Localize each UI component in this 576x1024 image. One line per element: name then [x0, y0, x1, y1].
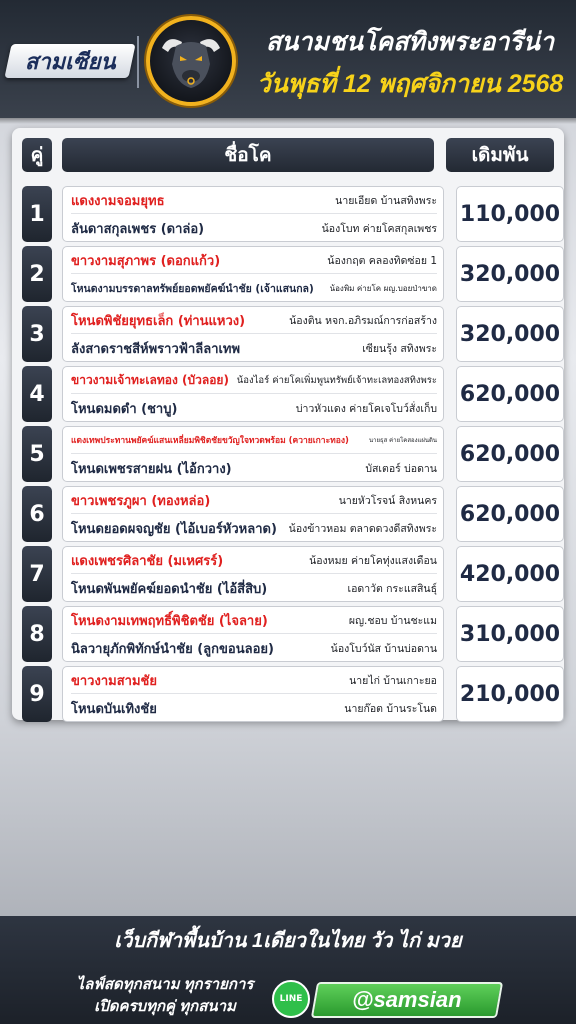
table-row	[22, 486, 561, 542]
bet-amount: 210,000	[456, 666, 564, 722]
red-corner	[71, 607, 437, 634]
red-owner: น้องหมย ค่ายโคทุ่งแสงเดือน	[309, 554, 437, 567]
blue-owner: บัสเตอร์ บ่อดาน	[365, 463, 437, 475]
table-row	[22, 426, 561, 482]
table-row	[22, 246, 561, 302]
red-corner	[71, 487, 437, 514]
pair-number: 9	[22, 666, 52, 722]
table-row	[22, 666, 561, 722]
red-bull-name: โหนดพิชัยยุทธเล็ก (ท่านแหวง)	[71, 313, 246, 329]
red-corner	[71, 427, 437, 454]
red-bull-name: โหนดงามเทพฤทธิ์พิชิตชัย (ไจลาย)	[71, 613, 268, 629]
match-table	[12, 128, 564, 720]
page-title: สนามชนโคสทิงพระอารีน่า	[266, 28, 554, 56]
footer	[0, 916, 576, 1024]
pair-number: 4	[22, 366, 52, 422]
blue-bull-name: ลังสาดราชสีห์พราวฟ้าลีลาเทพ	[71, 342, 241, 357]
line-id-button[interactable]	[311, 982, 503, 1018]
line-icon-label: LINE	[279, 994, 303, 1004]
event-date: วันพุธที่ 12 พฤศจิกายน 2568	[256, 70, 564, 98]
red-owner: นายหัวโรจน์ สิงหนคร	[338, 494, 437, 507]
table-row	[22, 546, 561, 602]
blue-bull-name: โหนดพันพยัคฆ์ยอดนำชัย (ไอ้สี่สิบ)	[71, 582, 268, 597]
bet-amount: 320,000	[456, 246, 564, 302]
blue-bull-name: ลันดาสกุลเพชร (ดาล่อ)	[71, 222, 205, 237]
matchup-cell	[62, 606, 444, 662]
red-corner	[71, 247, 437, 274]
blue-bull-name: นิลวายุภักพิทักษ์นำชัย (ลูกขอนลอย)	[71, 642, 274, 657]
header	[0, 0, 576, 118]
bet-amount: 420,000	[456, 546, 564, 602]
table-row	[22, 306, 561, 362]
red-bull-name: แดงงามจอมยุทธ	[71, 193, 165, 209]
red-bull-name: แดงเพชรศิลาชัย (มเหศรร์)	[71, 553, 224, 569]
blue-owner: เอดาวัต กระแสสินธุ์	[347, 583, 437, 595]
red-bull-name: ขาวงามสุภาพร (ดอกแก้ว)	[71, 253, 221, 269]
blue-corner	[71, 395, 437, 422]
red-bull-name: ขาวเพชรภูผา (ทองหล่อ)	[71, 493, 211, 509]
bet-amount: 620,000	[456, 486, 564, 542]
brand-name: สามเซียน	[24, 48, 116, 74]
blue-owner: น้องโบว์นัส บ้านบ่อดาน	[330, 643, 437, 655]
blue-corner	[71, 515, 437, 542]
footer-line-1: ไลฟ์สดทุกสนาม ทุกรายการ	[76, 976, 254, 993]
table-row	[22, 606, 561, 662]
pair-number: 3	[22, 306, 52, 362]
blue-owner: นายก๊อต บ้านระโนด	[344, 703, 437, 715]
header-divider	[137, 36, 139, 88]
pair-number: 2	[22, 246, 52, 302]
blue-bull-name: โหนดเพชรสายฝน (ไอ้กวาง)	[71, 462, 232, 477]
red-owner: น้องไอร์ ค่ายโคเพิ่มพูนทรัพย์เจ้าทะเลทองสทิงพระ	[236, 374, 437, 386]
pair-number: 7	[22, 546, 52, 602]
blue-corner	[71, 455, 437, 482]
pair-number: 1	[22, 186, 52, 242]
red-owner: นายเอียด บ้านสทิงพระ	[335, 194, 437, 207]
bet-amount: 620,000	[456, 426, 564, 482]
matchup-cell	[62, 306, 444, 362]
red-corner	[71, 667, 437, 694]
blue-owner: บ่าวหัวแดง ค่ายโคเจโบว์สั่งเก็บ	[295, 403, 437, 415]
matchup-cell	[62, 666, 444, 722]
column-header-pair: คู่	[22, 138, 52, 172]
bet-amount: 310,000	[456, 606, 564, 662]
blue-corner	[71, 695, 437, 722]
bull-logo-icon	[146, 16, 236, 106]
column-header-name: ชื่อโค	[62, 138, 434, 172]
matchup-cell	[62, 246, 444, 302]
column-header-bet: เดิมพัน	[446, 138, 554, 172]
blue-owner: น้องโบท ค่ายโคสกุลเพชร	[321, 223, 437, 235]
blue-corner	[71, 575, 437, 602]
line-id-label: @samsian	[352, 987, 462, 1012]
blue-corner	[71, 215, 437, 242]
blue-owner: เซียนรุ้ง สทิงพระ	[362, 343, 437, 355]
brand-logo	[4, 44, 135, 78]
red-corner	[71, 187, 437, 214]
blue-bull-name: โหนดมดดำ (ชาบู)	[71, 402, 178, 417]
matchup-cell	[62, 186, 444, 242]
red-owner: นายไก่ บ้านเกาะยอ	[349, 674, 437, 687]
red-owner: ผญ.ชอบ บ้านชะแม	[348, 614, 437, 627]
blue-bull-name: โหนดบันเทิงชัย	[71, 702, 157, 717]
blue-bull-name: โหนดงามบรรดาลทรัพย์ยอดพยัคฆ์นำชัย (เจ้าแสนกล)	[71, 283, 314, 295]
table-row	[22, 186, 561, 242]
footer-line-2: เปิดครบทุกคู่ ทุกสนาม	[94, 998, 236, 1015]
matchup-cell	[62, 546, 444, 602]
blue-corner	[71, 635, 437, 662]
blue-bull-name: โหนดยอดผจญชัย (ไอ้เบอร์หัวหลาด)	[71, 522, 277, 537]
red-owner: น้องติน หจก.อภิรมณ์การก่อสร้าง	[289, 314, 437, 327]
bet-amount: 320,000	[456, 306, 564, 362]
blue-owner: น้องพิม ค่ายโค ผญ.บอยป่าขาด	[329, 284, 437, 293]
matchup-cell	[62, 366, 444, 422]
matchup-cell	[62, 486, 444, 542]
line-app-icon[interactable]	[272, 980, 310, 1018]
red-bull-name: ขาวงามสามชัย	[71, 673, 157, 689]
red-owner: น้องกฤต คลองทิดซ่อย 1	[327, 254, 437, 267]
blue-owner: น้องข้าวหอม ตลาดดวงดีสทิงพระ	[288, 523, 437, 535]
pair-number: 5	[22, 426, 52, 482]
blue-corner	[71, 335, 437, 362]
red-corner	[71, 307, 437, 334]
matchup-cell	[62, 426, 444, 482]
bet-amount: 620,000	[456, 366, 564, 422]
bet-amount: 110,000	[456, 186, 564, 242]
red-bull-name: ขาวงามเจ้าทะเลทอง (บัวลอย)	[71, 372, 229, 387]
red-corner	[71, 547, 437, 574]
red-owner: นายธุส ค่ายโคสองแผ่นดิน	[368, 437, 437, 444]
red-corner	[71, 367, 437, 394]
footer-tagline: เว็บกีฬาพื้นบ้าน 1เดียวในไทย วัว ไก่ มวย	[114, 930, 462, 952]
blue-corner	[71, 275, 437, 302]
table-row	[22, 366, 561, 422]
pair-number: 6	[22, 486, 52, 542]
pair-number: 8	[22, 606, 52, 662]
red-bull-name: แดงเทพประทานพยัคฆ์แสนเหลี่ยมพิชิตชัยขวัญใจทวดพร้อม (ควายเกาะทอง)	[71, 436, 349, 446]
